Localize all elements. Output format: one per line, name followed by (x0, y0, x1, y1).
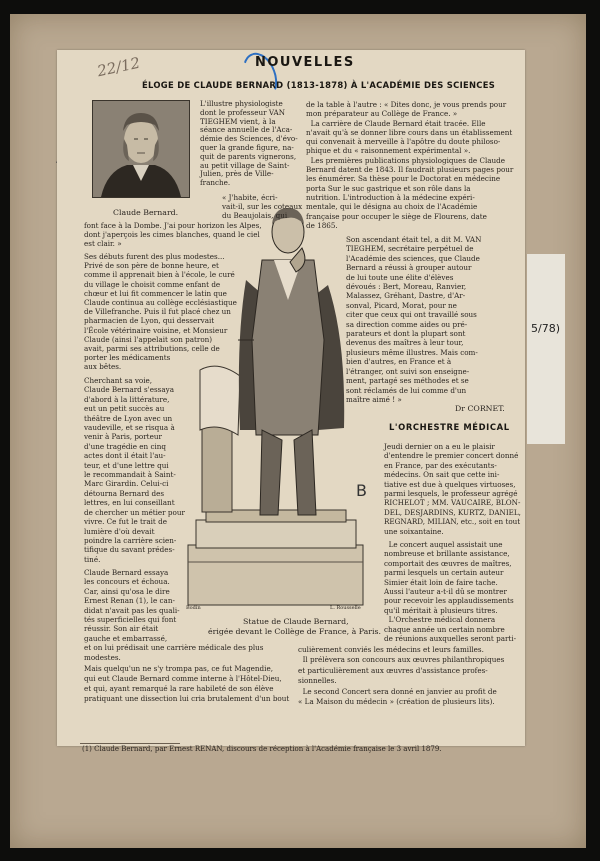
statue-caption-line1: Statue de Claude Bernard, (243, 617, 349, 626)
left-col-block6: Claude Bernard essaya les concours et échoua. Car, ainsi qu'osa le dire Ernest Renan (1), le can- didat n'avait pas les quali- tés superficielles qui font réussir. Son air était gauche et embarrassé, et on lui prédisait une carrière médicale des plus modestes. (84, 568, 264, 662)
footnote: (1) Claude Bernard, par Ernest RENAN, discours de réception à l'Académie française le 3 avril 1879. (82, 745, 442, 753)
statue-caption-line2: érigée devant le Collège de France, à Paris. (208, 627, 381, 636)
page-title: NOUVELLES (255, 55, 355, 70)
article-title: ÉLOGE DE CLAUDE BERNARD (1813-1878) À L'ACADÉMIE DES SCIENCES (142, 80, 496, 90)
left-col-block4: Ses débuts furent des plus modestes... Privé de son père de bonne heure, et comme il apprenait bien à l'école, le curé du village le choisit comme enfant de chœur et lui fit commencer le latin que Claude continua au collège ecclésiastique de Villefranche. Puis il fut placé chez un pharmacien de Lyon, qui desservait l'École vétérinaire voisine, et Monsieur Claude (ainsi l'appelait son patron) avait, parmi ses attributions, celle de porter les médicaments aux bêtes. (84, 252, 237, 372)
figure-letter-b: B (356, 481, 367, 500)
engraver-left: Bodin (186, 605, 201, 611)
portrait-image (92, 100, 190, 198)
section-title-orchestre: L'ORCHESTRE MÉDICAL (389, 422, 510, 432)
left-col-block5: Cherchant sa voie, Claude Bernard s'essaya d'abord à la littérature, eut un petit succès au théâtre de Lyon avec un vaudeville, et se risqua à venir à Paris, porteur d'une tragédie en cinq actes dont il était l'au- teur, et d'une lettre qui le recommandait à Saint- Marc Girardin. Celui-ci détourna Bernard des lettres, en lui conseillant de chercher un métier pour vivre. Ce fut le trait de lumière d'où devait poindre la carrière scien- tifique du savant prédes- tiné. (84, 376, 185, 564)
right-col-block3: Jeudi dernier on a eu le plaisir d'entendre le premier concert donné en France, par des exécutants- médecins. On sait que cette ini- tiative est due à quelques virtuoses, parmi lesquels, le professeur agrégé RICHELOT ; MM. VAUCAIRE, BLON- DEL, DESJARDINS, KURTZ, DANIEL, REGNARD, MILIAN, etc., soit en tout une soixantaine. (384, 442, 521, 536)
left-col-block2: « J'habite, écri- vait-il, sur les coteaux du Beaujolais, qui (222, 193, 303, 220)
left-col-block3: font face à la Dombe. J'ai pour horizon les Alpes, dont j'aperçois les cimes blanches, quand le ciel est clair. » (84, 221, 262, 248)
portrait-caption: Claude Bernard. (113, 208, 179, 217)
footnote-rule (80, 743, 180, 744)
handwritten-catalog-number: 22/12 (95, 53, 142, 81)
index-tab (527, 254, 565, 444)
right-col-block1: de la table à l'autre : « Dites donc, je vous prends pour mon préparateur au Collège de France. » La carrière de Claude Bernard était tracée. Elle n'avait qu'à se donner libre cours dans un établissement qui convenait à merveille à l'apôtre du doute philoso- phique et du « raisonnement expérimental ». Les premières publications physiologiques de Claude Bernard datent de 1843. Il faudrait plusieurs pages pour les énumérer. Sa thèse pour le Doctorat en médecine porta Sur le suc gastrique et son rôle dans la nutrition. L'introduction à la médecine expéri- mentale, qui le désigna au choix de l'Académie française pour occuper le siège de Flourens, date de 1865. (306, 100, 514, 230)
signature: Dr CORNET. (455, 404, 505, 413)
left-col-block1: L'illustre physiologiste dont le professeur VAN TIEGHEM vient, à la séance annuelle de l'Aca- démie des Sciences, d'évo- quer la grande figure, na- quit de parents vignerons, au petit village de Saint- Julien, près de Ville- franche. (200, 99, 298, 188)
right-col-block4: Le concert auquel assistait une nombreuse et brillante assistance, comportait des œuvres de maîtres, parmi lesquels un certain auteur Simier était loin de faire tache. Aussi l'auteur a-t-il dû se montrer pour recevoir les applaudissements qu'il méritait à plusieurs titres. L'Orchestre médical donnera chaque année un certain nombre de réunions auxquelles seront parti- (384, 540, 517, 644)
index-tab-label: 5/78) (531, 322, 560, 335)
right-col-block2: Son ascendant était tel, a dit M. VAN TIEGHEM, secrétaire perpétuel de l'Académie des sciences, que Claude Bernard a réussi à grouper autour de lui toute une élite d'élèves dévoués : Bert, Moreau, Ranvier, Malassez, Gréhant, Dastre, d'Ar- sonval, Picard, Morat, pour ne citer que ceux qui ont travaillé sous sa direction comme aides ou pré- parateurs et dont la plupart sont devenus des maîtres à leur tour, plusieurs même illustres. Mais com- bien d'autres, en France et à l'étranger, ont suivi son enseigne- ment, partagé ses méthodes et se sont réclamés de lui comme d'un maître aimé ! » (346, 235, 482, 404)
engraver-right: L. Rousselle (330, 605, 361, 611)
portrait-engraving (93, 101, 189, 197)
left-col-block7: Mais quelqu'un ne s'y trompa pas, ce fut Magendie, qui eut Claude Bernard comme interne à l'Hôtel-Dieu, et qui, ayant remarqué la rare habileté de son élève pratiquant une dissection lui cria brutalement d'un bout (84, 664, 290, 703)
right-col-block5: culièrement conviés les médecins et leurs familles. Il prélèvera son concours aux œuvres philanthropiques et particulièrement aux œuvres d'assistance profes- sionnelles. Le second Concert sera donné en janvier au profit de « La Maison du médecin » (création de plusieurs lits). (298, 645, 505, 707)
